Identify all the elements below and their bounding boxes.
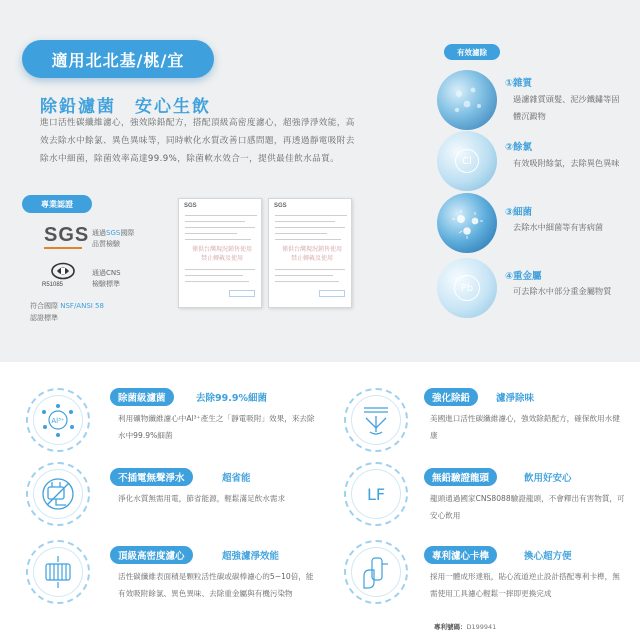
feature-label-high-density: 頂級高密度濾心 [110,546,193,564]
cert-badge: 專業認證 [22,195,92,213]
sgs-cert-prefix: 通過 [92,229,106,237]
test-report-1 [178,198,262,308]
sgs-logo-underline [44,247,82,249]
region-badge: 適用北北基/桃/宜 [22,40,214,78]
sgs-logo: SGS [44,224,90,246]
lead-free-icon [344,462,408,526]
effect-desc-heavy-metal: 可去除水中部分重金屬物質 [513,286,612,296]
feature-desc-patent-latch: 採用一體成形達瓶，貼心流道逆止設計搭配專利卡榫，無需使用工具濾心輕鬆一摔即更換完成 [430,572,620,598]
lead-symbol: Pb [454,275,480,301]
effect-title-bacteria: ③細菌 [505,207,533,218]
report-watermark [277,245,347,263]
cns-code: R51085 [42,282,64,288]
nsf-cert-text [30,300,104,324]
report-seal [229,290,255,297]
heavy-metal-sphere-icon [437,258,497,318]
report-header: SGS [184,203,197,209]
feature-sub-no-power: 超省能 [222,473,251,484]
chlorine-sphere-icon [437,131,497,191]
feature-label-antibacterial: 除菌級濾菌 [110,388,174,406]
intro-paragraph: 進口活性碳纖維濾心，強效除鉛配方，搭配頂級高密度濾心，超強淨淨效能，高效去除水中餘氯、異色異味等，同時軟化水質改善口感問題，再透過靜電吸附去除水中細菌，除菌效率高達99.9%，除菌軟水效合一，提供最佳飲水品質。 [40,118,355,164]
sgs-cert-suffix: 國際 [120,229,135,237]
feature-label-lead-free-faucet: 無鉛驗證龍頭 [424,468,497,486]
feature-sub-antibacterial: 去除99.9%細菌 [196,393,267,404]
cns-cert-line2: 檢驗標準 [92,280,120,288]
cns-cert-line1: 通過CNS [92,269,121,277]
filter-cartridge-icon [26,540,90,604]
al-ion-text: Al³⁺ [51,417,65,425]
nsf-cert-prefix: 符合國際 [30,302,61,310]
effect-desc-chlorine: 有效吸附餘氯，去除異色異味 [513,158,620,168]
report-watermark-line1: 僅供台灣現況銷售使用 [281,246,342,253]
report-watermark [187,245,257,263]
nsf-cert-highlight: NSF/ANSI 58 [60,302,104,310]
nsf-cert-line2: 認證標準 [30,314,58,322]
lead-free-text: LF [366,485,386,504]
feature-sub-lead-free-faucet: 飲用好安心 [524,473,572,484]
cns-cert-text [92,268,121,290]
feature-desc-lead-free-faucet: 龍頭通過國家CNS8088驗證龍頭，不會釋出有害物質，可安心飲用 [430,494,625,520]
no-plug-icon [26,462,90,526]
feature-desc-lead-removal: 美國進口活性碳纖維濾心，強效除鉛配方，確保飲用水健康 [430,414,620,440]
report-watermark-line2: 禁止轉載及使用 [290,255,333,262]
patent-label: 專利號碼： [434,623,467,631]
sgs-cert-text [92,228,134,250]
effect-desc-impurity: 過濾雜質頭髮、泥沙鐵鏽等固體沉澱物 [513,94,620,121]
effects-badge: 有效濾除 [444,44,500,60]
effect-title-impurity: ①雜質 [505,78,533,89]
patent-number [434,622,496,631]
feature-label-no-power: 不插電無聲淨水 [110,468,193,486]
report-watermark-line2: 禁止轉載及使用 [200,255,243,262]
cns-mark-icon [50,262,76,280]
bacteria-sphere-icon [437,193,497,253]
sgs-cert-line2: 品質檢驗 [92,240,120,248]
feature-sub-lead-removal: 濾淨除味 [496,393,535,404]
feature-sub-patent-latch: 換心超方便 [524,551,572,562]
hand-replace-icon [344,540,408,604]
impurity-sphere-icon [437,70,497,130]
feature-sub-high-density: 超強濾淨效能 [222,551,280,562]
effect-title-heavy-metal: ④重金屬 [505,271,542,282]
page-title: 除鉛濾菌 安心生飲 [40,97,211,117]
chlorine-symbol: Cl [455,149,479,173]
feature-label-patent-latch: 專利濾心卡榫 [424,546,497,564]
al-ion-icon [26,388,90,452]
feature-label-lead-removal: 強化除鉛 [424,388,478,406]
patent-value: D199941 [466,623,497,631]
feature-desc-antibacterial: 利用礦物纖維濾心中Al³⁺產生之「靜電吸附」效果，來去除水中99.9%細菌 [118,414,315,440]
report-watermark-line1: 僅供台灣現況銷售使用 [191,246,252,253]
test-report-2 [268,198,352,308]
feature-desc-high-density: 活性碳纖維表面積是顆粒活性碳或碳棒濾心的5~10倍，能有效吸附餘氯、異色異味、去除重金屬與有機污染物 [118,572,314,598]
sgs-cert-highlight: SGS [106,229,121,237]
report-header: SGS [274,203,287,209]
effect-desc-bacteria: 去除水中細菌等有害病菌 [513,222,604,232]
report-seal [319,290,345,297]
feature-desc-no-power: 淨化水質無需用電，節省能源，輕鬆滿足飲水需求 [118,494,286,503]
effect-title-chlorine: ②餘氯 [505,142,533,153]
filtering-icon [344,388,408,452]
